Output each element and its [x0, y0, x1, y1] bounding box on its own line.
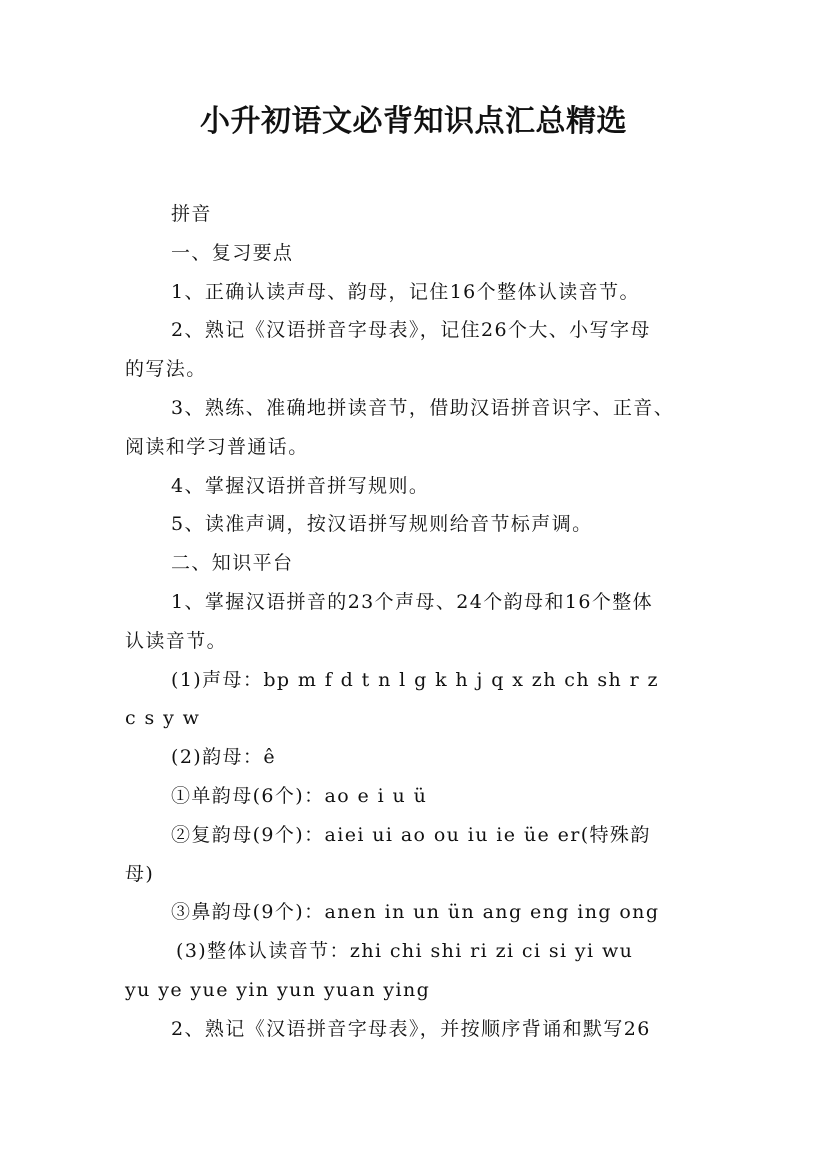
text-line: c s y w	[125, 707, 201, 730]
text-line: 1、掌握汉语拼音的23个声母、24个韵母和16个整体	[171, 590, 654, 613]
paragraph-initials	[125, 661, 710, 739]
text-line: yu ye yue yin yun yuan ying	[125, 978, 431, 1001]
paragraph-knowledge-item-1	[125, 583, 710, 661]
text-line: 阅读和学习普通话。	[125, 435, 309, 458]
text-line: 2、熟记《汉语拼音字母表》，并按顺序背诵和默写26	[171, 1017, 651, 1040]
text-line: (2)韵母：ê	[171, 746, 276, 769]
text-line: 的写法。	[125, 358, 207, 381]
paragraph-nasal-finals	[125, 893, 710, 932]
paragraph-item-2	[125, 311, 710, 389]
text-line: 1、正确认读声母、韵母，记住16个整体认读音节。	[171, 280, 640, 303]
document-body	[125, 195, 710, 1049]
text-line: ①单韵母(6个)：ao e i u ü	[171, 784, 428, 807]
text-line: 一、复习要点	[171, 241, 294, 264]
paragraph-item-3	[125, 389, 710, 467]
text-line: 拼音	[171, 203, 212, 225]
text-line: 3、熟练、准确地拼读音节，借助汉语拼音识字、正音、	[171, 396, 675, 419]
paragraph-review-points-heading	[125, 234, 710, 273]
text-line: 母)	[125, 862, 155, 885]
text-line: 4、掌握汉语拼音拼写规则。	[171, 474, 430, 497]
text-line: 2、熟记《汉语拼音字母表》，记住26个大、小写字母	[171, 319, 651, 342]
text-line: (1)声母：bp m f d t n l g k h j q x zh ch sh r z	[171, 668, 659, 691]
text-line: ②复韵母(9个)：aiei ui ao ou iu ie üe er(特殊韵	[171, 823, 651, 846]
text-line: 5、读准声调，按汉语拼写规则给音节标声调。	[171, 513, 593, 536]
document-title: 小升初语文必背知识点汇总精选	[200, 104, 627, 139]
text-line: 认读音节。	[125, 629, 228, 652]
paragraph-single-finals	[125, 777, 710, 816]
text-line: (3)整体认读音节：zhi chi shi ri zi ci si yi wu	[176, 940, 634, 963]
paragraph-knowledge-item-2	[125, 1010, 710, 1049]
text-line: ③鼻韵母(9个)：anen in un ün ang eng ing ong	[171, 901, 660, 924]
paragraph-item-1	[125, 273, 710, 312]
paragraph-whole-syllables	[125, 932, 710, 1010]
paragraph-item-4	[125, 467, 710, 506]
paragraph-knowledge-heading	[125, 544, 710, 583]
paragraph-item-5	[125, 505, 710, 544]
text-line: 二、知识平台	[171, 552, 294, 575]
paragraph-compound-finals	[125, 816, 710, 894]
paragraph-pinyin-heading	[125, 195, 710, 234]
paragraph-finals	[125, 738, 710, 777]
